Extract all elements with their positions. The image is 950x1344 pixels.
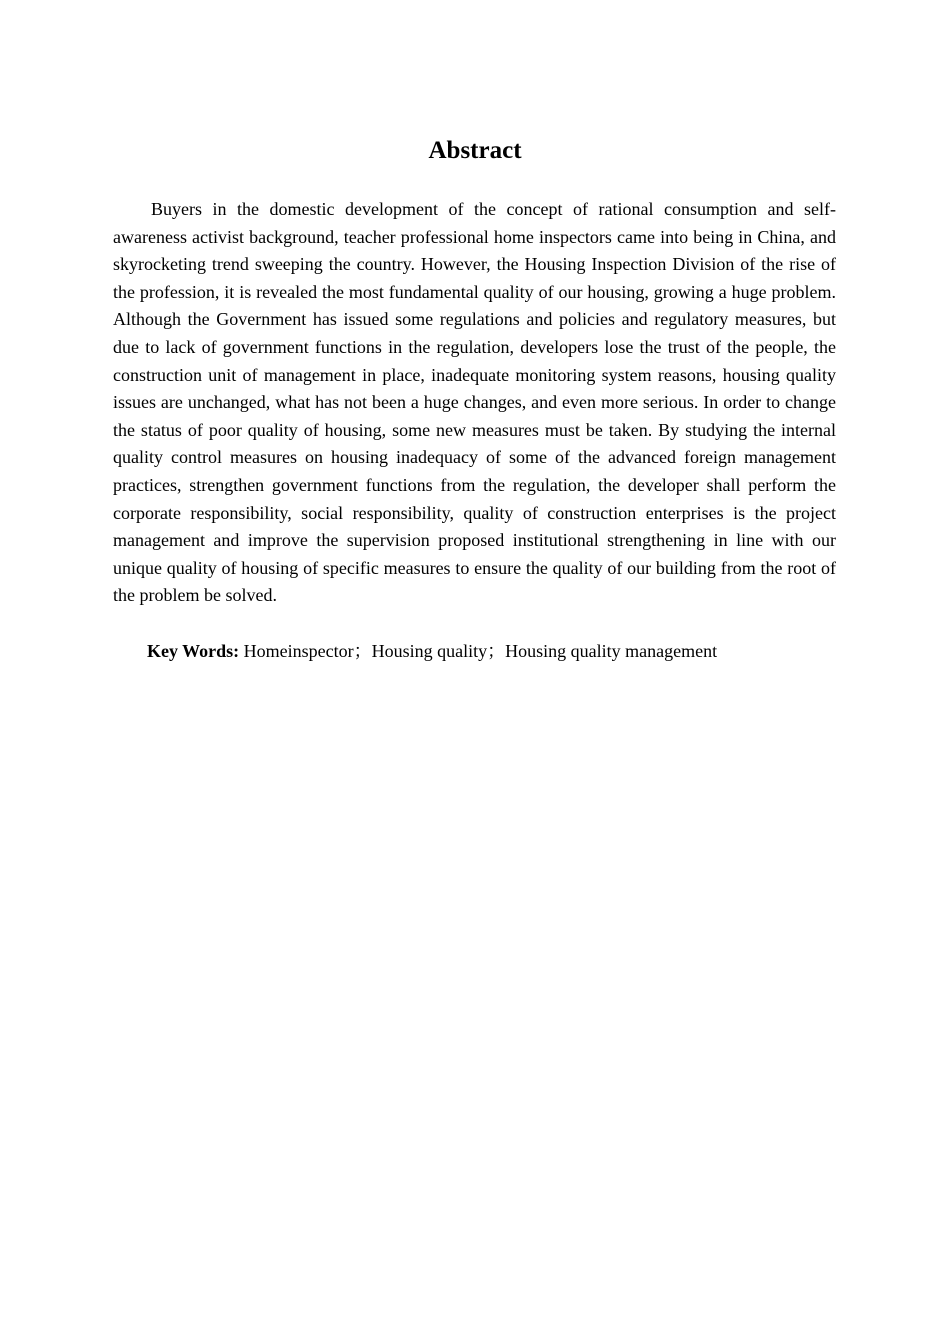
keyword-item: Housing quality management (505, 641, 718, 661)
keywords-line (147, 638, 836, 665)
abstract-title: Abstract (428, 137, 522, 164)
keyword-separator: ； (353, 641, 372, 661)
keyword-separator: ； (487, 641, 506, 661)
keyword-item: Homeinspector (243, 641, 354, 661)
keywords-label: Key Words: (147, 641, 240, 661)
keyword-item: Housing quality (371, 641, 488, 661)
abstract-body: Buyers in the domestic development of the concept of rational consumption and self-awareness activist background, teacher professional home inspectors came into being in China, and skyrocketing trend sweeping the country. However, the Housing Inspection Division of the rise of the profession, it is revealed the most fundamental quality of our housing, growing a huge problem. Although the Government has issued some regulations and policies and regulatory measures, but due to lack of government functions in the regulation, developers lose the trust of the people, the construction unit of management in place, inadequate monitoring system reasons, housing quality issues are unchanged, what has not been a huge changes, and even more serious. In order to change the status of poor quality of housing, some new measures must be taken. By studying the internal quality control measures on housing inadequacy of some of the advanced foreign management practices, strengthen government functions from the regulation, the developer shall perform the corporate responsibility, social responsibility, quality of construction enterprises is the project management and improve the supervision proposed institutional strengthening in line with our unique quality of housing of specific measures to ensure the quality of our building from the root of the problem be solved. (113, 199, 836, 606)
